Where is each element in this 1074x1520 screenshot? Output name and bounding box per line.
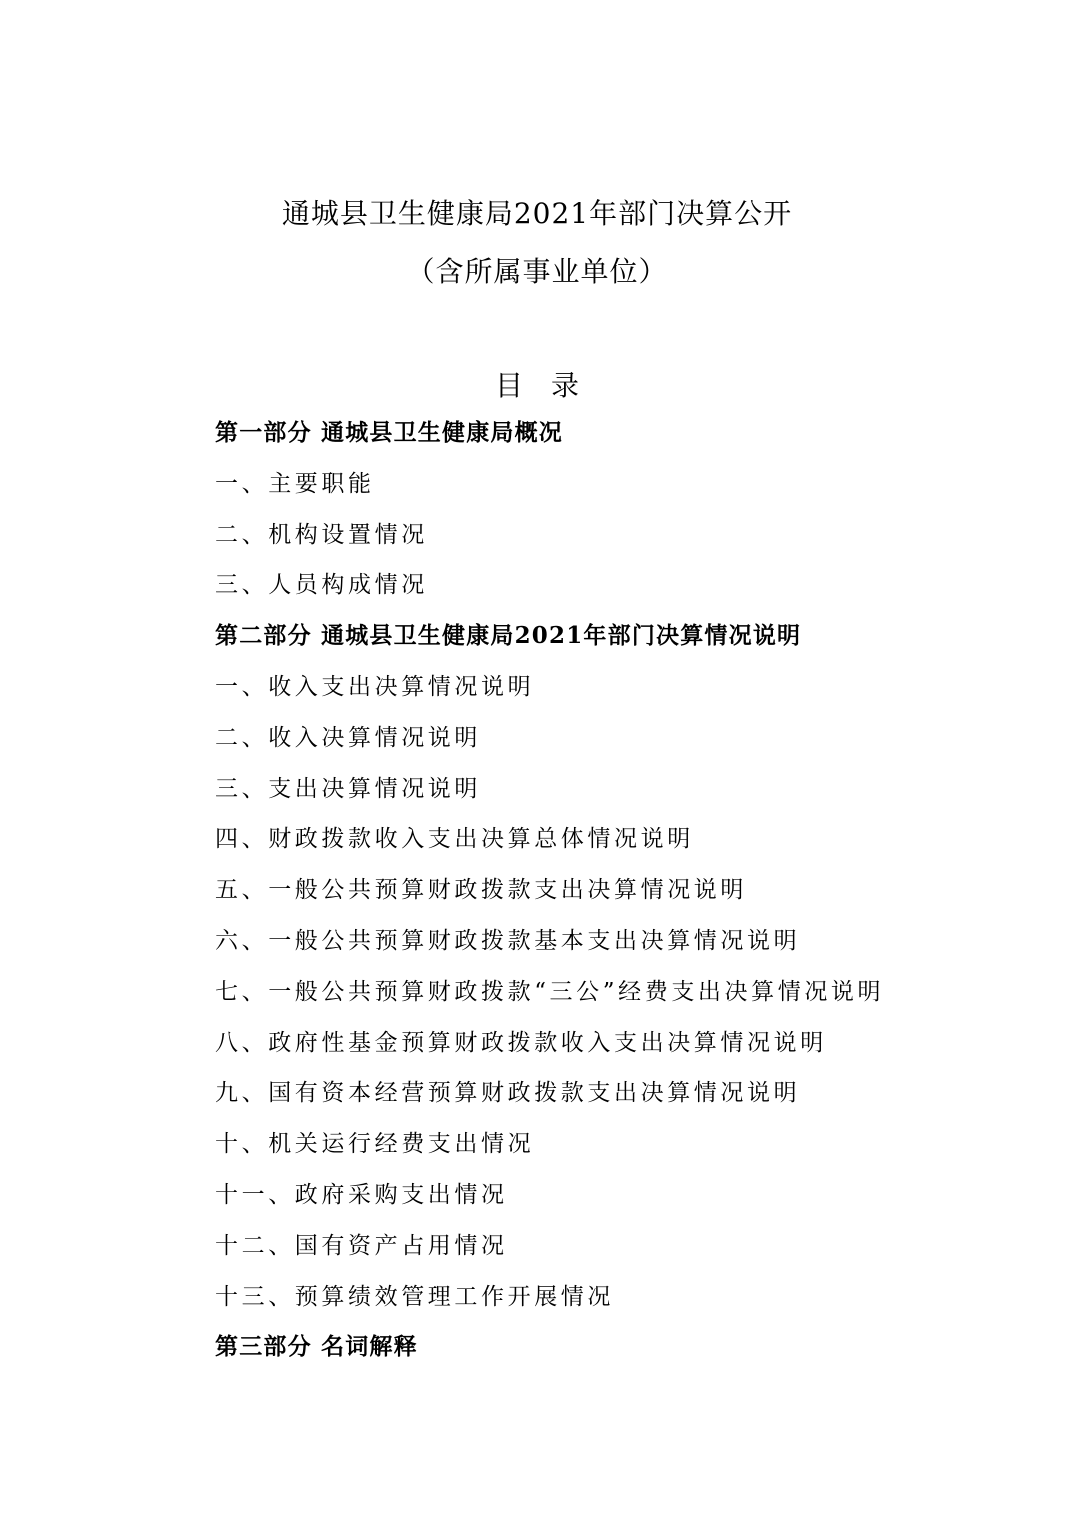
toc-part-3: 第三部分 名词解释 — [215, 1333, 418, 1361]
toc-item: 四、财政拨款收入支出决算总体情况说明 — [215, 826, 694, 853]
toc-item: 十、机关运行经费支出情况 — [215, 1131, 535, 1158]
toc-item: 一、收入支出决算情况说明 — [215, 673, 535, 700]
toc-part-1: 第一部分 通城县卫生健康局概况 — [215, 419, 564, 446]
toc-part-2: 第二部分 通城县卫生健康局2021年部门决算情况说明 — [215, 622, 802, 650]
toc-heading: 目 录 — [494, 369, 579, 402]
toc-item: 十三、预算绩效管理工作开展情况 — [215, 1283, 614, 1310]
toc-item: 二、收入决算情况说明 — [215, 724, 481, 751]
toc-item: 九、国有资本经营预算财政拨款支出决算情况说明 — [215, 1080, 801, 1107]
table-of-contents — [215, 413, 1015, 1378]
toc-item: 五、一般公共预算财政拨款支出决算情况说明 — [215, 877, 747, 904]
toc-item: 十一、政府采购支出情况 — [215, 1181, 508, 1208]
toc-item: 一、主要职能 — [215, 470, 375, 497]
toc-item: 三、人员构成情况 — [215, 572, 428, 599]
toc-item: 八、政府性基金预算财政拨款收入支出决算情况说明 — [215, 1029, 827, 1056]
toc-item: 七、一般公共预算财政拨款“三公”经费支出决算情况说明 — [215, 978, 885, 1005]
document-title: 通城县卫生健康局2021年部门决算公开 — [281, 197, 793, 230]
toc-item: 十二、国有资产占用情况 — [215, 1232, 508, 1259]
toc-item: 二、机构设置情况 — [215, 521, 428, 548]
document-subtitle: （含所属事业单位） — [406, 255, 668, 288]
toc-item: 六、一般公共预算财政拨款基本支出决算情况说明 — [215, 927, 801, 954]
toc-item: 三、支出决算情况说明 — [215, 775, 481, 802]
